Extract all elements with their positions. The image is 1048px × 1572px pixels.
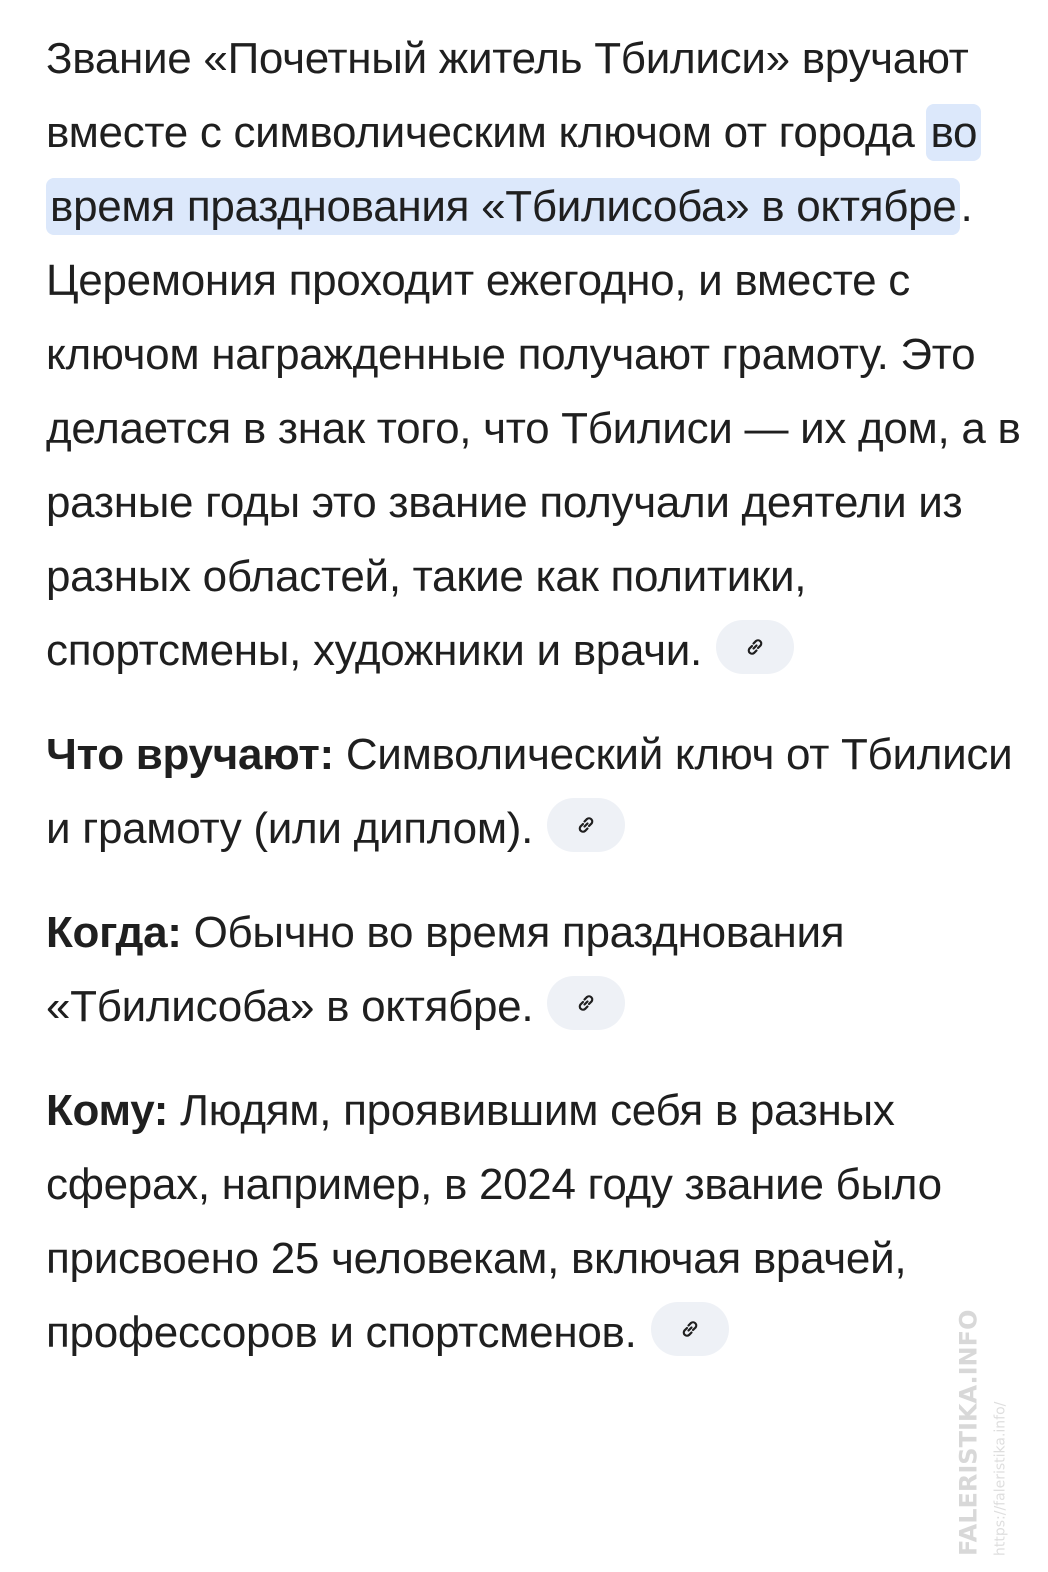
fact-what-text: Символический ключ от Тбилиси и грамоту (или диплом). bbox=[46, 730, 1013, 853]
watermark-text: FALERISTIKA.INFO bbox=[954, 1309, 982, 1556]
watermark-url: https://faleristika.info/ bbox=[992, 1401, 1008, 1556]
link-icon bbox=[574, 991, 598, 1015]
fact-whom bbox=[46, 1074, 1021, 1370]
answer-content bbox=[46, 22, 1021, 1370]
source-link-button[interactable] bbox=[651, 1302, 729, 1356]
intro-paragraph bbox=[46, 22, 1021, 688]
fact-what-label: Что вручают: bbox=[46, 730, 334, 779]
fact-what bbox=[46, 718, 1021, 866]
link-icon bbox=[574, 813, 598, 837]
fact-whom-label: Кому: bbox=[46, 1086, 169, 1135]
fact-when-text: Обычно во время празднования «Тбилисоба» в октябре. bbox=[46, 908, 845, 1031]
source-link-button[interactable] bbox=[547, 976, 625, 1030]
highlighted-phrase: во время празднования «Тбилисоба» в октябре bbox=[46, 104, 981, 235]
source-link-button[interactable] bbox=[716, 620, 794, 674]
fact-whom-text: Людям, проявившим себя в разных сферах, например, в 2024 году звание было присвоено 25 человекам, включая врачей, профессоров и спортсменов. bbox=[46, 1086, 942, 1357]
watermark bbox=[954, 1309, 1018, 1556]
source-link-button[interactable] bbox=[547, 798, 625, 852]
fact-when-label: Когда: bbox=[46, 908, 182, 957]
link-icon bbox=[743, 635, 767, 659]
intro-text-start: Звание «Почетный житель Тбилиси» вручают вместе с символическим ключом от города bbox=[46, 34, 969, 157]
intro-text-end: . Церемония проходит ежегодно, и вместе с ключом награжденные получают грамоту. Это делается в знак того, что Тбилиси — их дом, а в разные годы это звание получали деятели из разных областей, такие как политики, спортсмены, художники и врачи. bbox=[46, 182, 1021, 675]
fact-when bbox=[46, 896, 1021, 1044]
link-icon bbox=[678, 1317, 702, 1341]
